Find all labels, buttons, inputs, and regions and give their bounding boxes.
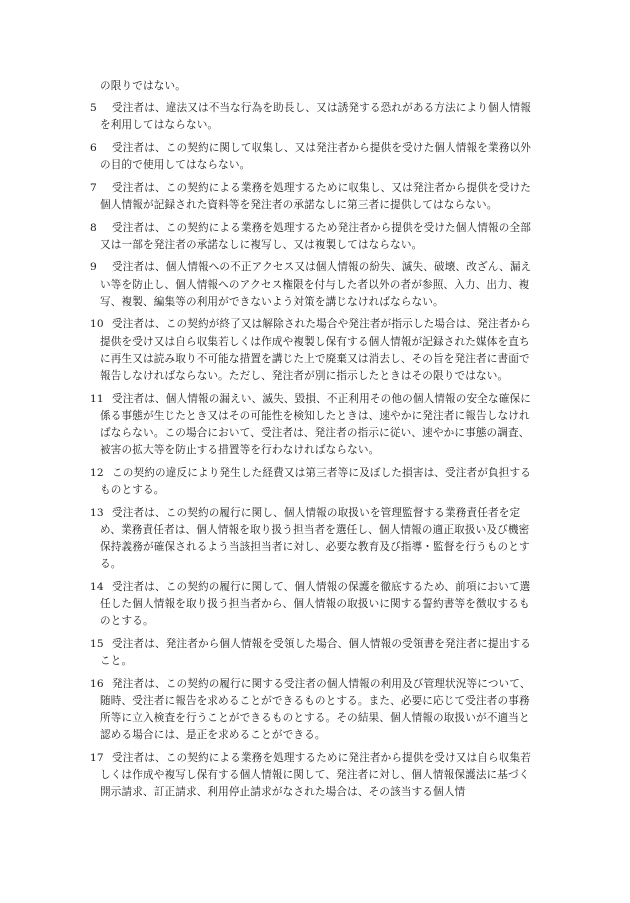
clause-number: 8 [90, 221, 97, 234]
clause-number: 16 [90, 677, 104, 690]
clause-text: この契約の違反により発生した経費又は第三者等に及ぼした損害は、受注者が負担するものとする。 [100, 466, 532, 496]
clause-13 [90, 505, 540, 574]
clause-17 [90, 750, 540, 802]
clause-10 [90, 316, 540, 385]
clause-11 [90, 391, 540, 460]
clause-number: 12 [90, 466, 104, 479]
clause-text: 受注者は、個人情報の漏えい、滅失、毀損、不正利用その他の個人情報の安全な確保に係る事態が生じたとき又はその可能性を検知したときは、速やかに発注者に報告しなければならない。この場合において、受注者は、発注者の指示に従い、速やかに事態の調査、被害の拡大等を防止する措置等を行わなければならない。 [100, 392, 532, 457]
clause-5 [90, 100, 540, 134]
clause-12 [90, 465, 540, 499]
clause-number: 6 [90, 142, 97, 154]
clause-text: 受注者は、この契約による業務を処理するため発注者から提供を受けた個人情報の全部又は一部を発注者の承諾なしに複写し、又は複製してはならない。 [100, 221, 532, 251]
clause-text: 受注者は、この契約による業務を処理するために発注者から提供を受け又は自ら収集若しくは作成や複写し保有する個人情報に関して、発注者に対し、個人情報保護法に基づく開示請求、訂正請求、利用停止請求がなされた場合は、その該当する個人情 [100, 751, 532, 799]
clause-text: 受注者は、違法又は不当な行為を助長し、又は誘発する恐れがある方法により個人情報を利用してはならない。 [100, 102, 532, 132]
clause-number: 10 [90, 318, 104, 331]
clause-text: 受注者は、この契約の履行に関し、個人情報の取扱いを管理監督する業務責任者を定め、業務責任者は、個人情報を取り扱う担当者を選任し、個人情報の適正取扱い及び機密保持義務が確保されるよう当該担当者に対し、必要な教育及び指導・監督を行うものとする。 [100, 506, 530, 571]
clause-15 [90, 636, 540, 670]
clause-number: 14 [90, 580, 104, 593]
clause-number: 7 [90, 181, 97, 194]
clause-number: 11 [90, 392, 104, 405]
clause-text: 受注者は、発注者から個人情報を受領した場合、個人情報の受領書を発注者に提出すること。 [100, 637, 532, 667]
clause-14 [90, 579, 540, 631]
clause-7 [90, 180, 540, 214]
clause-number: 9 [90, 261, 97, 274]
clause-text: 発注者は、この契約の履行に関する受注者の個人情報の利用及び管理状況等について、随時、受注者に報告を求めることができるものとする。また、必要に応じて受注者の事務所等に立入検査を行うことができるものとする。その結果、個人情報の取扱いが不適当と認める場合には、是正を求めることができる。 [100, 677, 531, 742]
clause-number: 17 [90, 751, 104, 764]
clause-8 [90, 220, 540, 254]
clause-number: 13 [90, 506, 104, 519]
document-body [90, 78, 540, 807]
clause-text: 受注者は、この契約による業務を処理するために収集し、又は発注者から提供を受けた個人情報が記録された資料等を発注者の承諾なしに第三者に提供してはならない。 [100, 181, 532, 211]
clause-text: 受注者は、個人情報への不正アクセス又は個人情報の紛失、滅失、破壊、改ざん、漏えい等を防止し、個人情報へのアクセス権限を付与した者以外の者が参照、入力、出力、複写、複製、編集等の利用ができないよう対策を講じなければならない。 [100, 261, 532, 308]
clause-text: 受注者は、この契約が終了又は解除された場合や発注者が指示した場合は、発注者から提供を受け又は自ら収集若しくは作成や複製し保有する個人情報が記録された媒体を直ちに再生又は読み取り不可能な措置を講じた上で廃棄又は消去し、その旨を発注者に書面で報告しなければならない。ただし、発注者が別に指示したときはその限りではない。 [100, 318, 532, 382]
clause-text: 受注者は、この契約の履行に関して、個人情報の保護を徹底するため、前項において選任した個人情報を取り扱う担当者から、個人情報の取扱いに関する誓約書等を徴収するものとする。 [100, 580, 531, 628]
clause-9 [90, 259, 540, 311]
clause-number: 15 [90, 637, 104, 650]
clause-text: 受注者は、この契約に関して収集し、又は発注者から提供を受けた個人情報を業務以外の目的で使用してはならない。 [100, 142, 532, 172]
clause-16 [90, 676, 540, 745]
continuation-text: の限りではない。 [100, 80, 186, 92]
clause-number: 5 [90, 102, 97, 115]
clause-6 [90, 140, 540, 174]
